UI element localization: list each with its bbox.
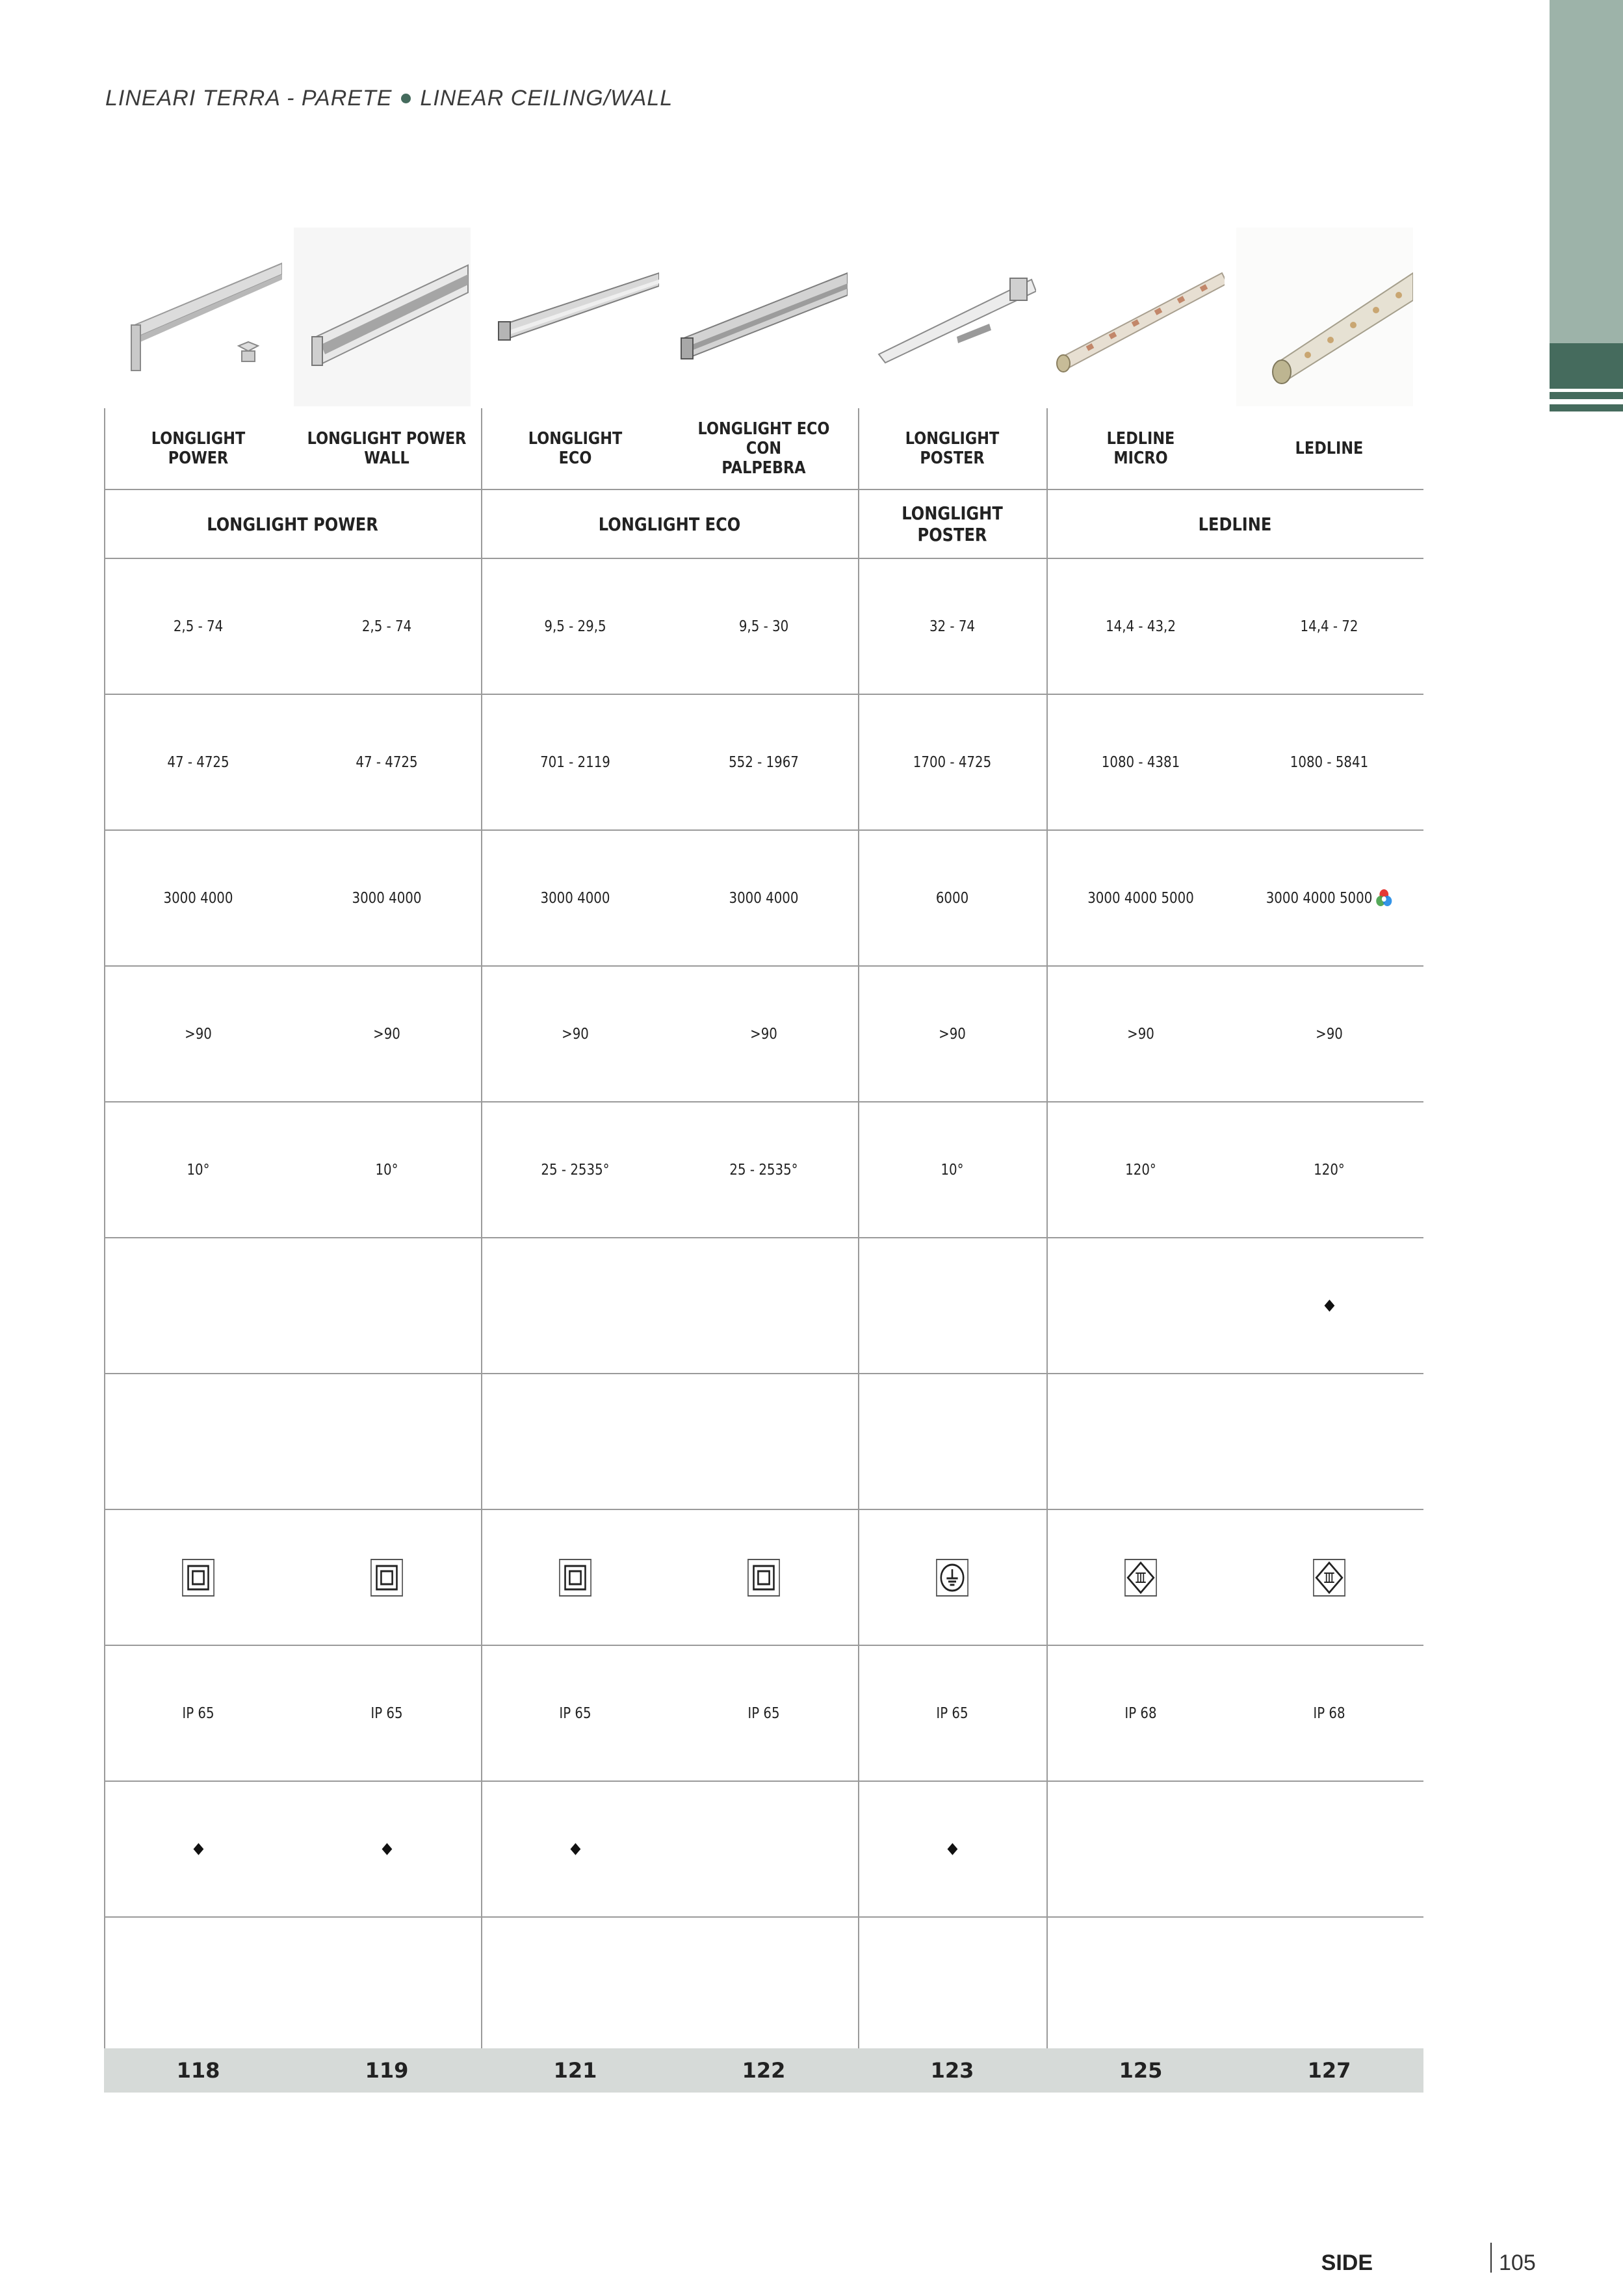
table-cell xyxy=(494,1782,656,1916)
product-image xyxy=(671,228,848,406)
class-iii-diamond-icon xyxy=(1124,1559,1157,1597)
table-cell: 552 - 1967 xyxy=(729,753,799,771)
table-cell xyxy=(1059,1510,1221,1645)
page-link[interactable]: 123 xyxy=(930,2058,974,2083)
table-cell: 25 - 2535° xyxy=(541,1161,610,1179)
linear-eco-luminaire-icon xyxy=(482,228,659,406)
diamond-bullet-icon xyxy=(947,1843,957,1855)
page-link[interactable]: 121 xyxy=(553,2058,597,2083)
table-cell: IP 65 xyxy=(370,1704,403,1722)
footer-divider xyxy=(1490,2243,1492,2273)
product-photo-strip xyxy=(105,228,1423,406)
spec-table xyxy=(104,408,1423,2048)
page-heading xyxy=(105,86,673,111)
beam-row xyxy=(104,1102,1423,1238)
table-cell: 25 - 2535° xyxy=(729,1161,798,1179)
table-cell: 1700 - 4725 xyxy=(913,753,992,771)
table-cell: 3000 4000 xyxy=(540,889,610,907)
table-cell: >90 xyxy=(939,1025,966,1043)
product-name-cell: LEDLINE xyxy=(1295,439,1364,458)
table-cell: IP 68 xyxy=(1124,1704,1157,1722)
table-cell xyxy=(871,1782,1033,1916)
ledline-tube-icon xyxy=(1236,228,1413,406)
linear-poster-luminaire-icon xyxy=(859,228,1036,406)
diamond-bullet-icon xyxy=(570,1843,580,1855)
table-cell: 10° xyxy=(187,1161,210,1179)
lumen-row xyxy=(104,695,1423,831)
earth-ground-icon xyxy=(936,1559,968,1597)
cri-row xyxy=(104,967,1423,1102)
side-stripe xyxy=(1550,392,1623,399)
product-name-cell: LONGLIGHT POWER xyxy=(151,429,246,468)
table-cell: >90 xyxy=(562,1025,589,1043)
insulation-class-row xyxy=(104,1510,1423,1646)
table-cell: 3000 4000 5000 xyxy=(1087,889,1194,907)
product-image xyxy=(105,228,282,406)
family-cell: LONGLIGHT ECO xyxy=(598,513,741,535)
product-image xyxy=(482,228,659,406)
product-image xyxy=(859,228,1036,406)
side-stripe xyxy=(1550,404,1623,411)
table-cell: >90 xyxy=(373,1025,400,1043)
linear-eco-palpebra-icon xyxy=(671,228,848,406)
table-cell: 3000 4000 xyxy=(163,889,233,907)
table-cell: 1080 - 5841 xyxy=(1290,753,1369,771)
class-iii-diamond-icon xyxy=(1313,1559,1345,1597)
table-cell: IP 65 xyxy=(559,1704,591,1722)
table-cell: 3000 4000 xyxy=(729,889,799,907)
brand-name: SIDE xyxy=(1321,2250,1373,2275)
table-cell: 120° xyxy=(1125,1161,1156,1179)
diamond-bullet-icon xyxy=(193,1843,203,1855)
family-cell: LEDLINE xyxy=(1198,513,1272,535)
product-image xyxy=(294,228,471,406)
heading-english: LINEAR CEILING/WALL xyxy=(420,86,673,111)
product-image xyxy=(1236,228,1413,406)
page-number: 105 xyxy=(1499,2250,1536,2275)
linear-luminaire-icon xyxy=(105,228,282,406)
watt-row xyxy=(104,559,1423,695)
table-cell xyxy=(682,1510,844,1645)
bullet-dot-icon xyxy=(401,94,411,103)
ip-row xyxy=(104,1646,1423,1782)
table-cell xyxy=(117,1782,279,1916)
class-ii-double-square-icon xyxy=(370,1559,403,1597)
table-cell: IP 65 xyxy=(182,1704,214,1722)
side-color-bar xyxy=(1550,0,1623,343)
diamond-bullet-icon xyxy=(382,1843,392,1855)
table-cell: >90 xyxy=(185,1025,212,1043)
side-section-tab xyxy=(1550,343,1623,389)
table-cell xyxy=(1248,831,1410,965)
table-cell: 32 - 74 xyxy=(929,618,976,635)
table-cell: >90 xyxy=(1316,1025,1343,1043)
rgb-color-wheel-icon xyxy=(1375,889,1392,908)
table-cell: 10° xyxy=(375,1161,398,1179)
family-cell: LONGLIGHT POWER xyxy=(207,513,378,535)
table-cell xyxy=(305,1782,467,1916)
table-cell xyxy=(1248,1238,1410,1373)
table-cell: 1080 - 4381 xyxy=(1101,753,1180,771)
family-row xyxy=(104,490,1423,559)
page-link[interactable]: 122 xyxy=(742,2058,786,2083)
table-cell: IP 68 xyxy=(1313,1704,1345,1722)
table-cell: 6000 xyxy=(935,889,969,907)
family-cell: LONGLIGHT POSTER xyxy=(902,502,1003,545)
option-row xyxy=(104,1918,1423,2048)
page-link[interactable]: 127 xyxy=(1307,2058,1351,2083)
option-row xyxy=(104,1782,1423,1918)
class-ii-double-square-icon xyxy=(747,1559,780,1597)
page-link[interactable]: 119 xyxy=(365,2058,409,2083)
table-cell xyxy=(871,1510,1033,1645)
table-cell: 120° xyxy=(1314,1161,1345,1179)
table-cell: 14,4 - 72 xyxy=(1300,618,1358,635)
table-cell: 47 - 4725 xyxy=(167,753,229,771)
cct-row xyxy=(104,831,1423,967)
table-cell xyxy=(1248,1510,1410,1645)
cct-value: 3000 4000 5000 xyxy=(1266,889,1373,907)
table-cell: >90 xyxy=(750,1025,777,1043)
page-reference-row xyxy=(104,2048,1423,2093)
diamond-bullet-icon xyxy=(1324,1299,1334,1311)
table-cell: 14,4 - 43,2 xyxy=(1106,618,1176,635)
product-image xyxy=(1048,228,1225,406)
class-ii-double-square-icon xyxy=(559,1559,591,1597)
table-cell: 9,5 - 29,5 xyxy=(544,618,606,635)
product-name-cell: LONGLIGHT POSTER xyxy=(905,429,1000,468)
ledline-micro-tube-icon xyxy=(1048,228,1225,406)
table-cell: 701 - 2119 xyxy=(540,753,610,771)
product-name-cell: LONGLIGHT ECO CON PALPEBRA xyxy=(697,419,830,478)
table-cell: IP 65 xyxy=(747,1704,780,1722)
table-cell: 9,5 - 30 xyxy=(738,618,789,635)
heading-italian: LINEARI TERRA - PARETE xyxy=(105,86,393,111)
linear-wall-luminaire-icon xyxy=(294,228,471,406)
product-name-cell: LONGLIGHT ECO xyxy=(528,429,623,468)
table-cell: IP 65 xyxy=(936,1704,968,1722)
table-cell xyxy=(117,1510,279,1645)
class-ii-double-square-icon xyxy=(182,1559,214,1597)
table-cell: 2,5 - 74 xyxy=(361,618,412,635)
product-name-cell: LEDLINE MICRO xyxy=(1106,429,1175,468)
product-name-row xyxy=(104,408,1423,490)
page-link[interactable]: 118 xyxy=(176,2058,220,2083)
option-row xyxy=(104,1374,1423,1510)
table-cell: >90 xyxy=(1127,1025,1154,1043)
product-name-cell: LONGLIGHT POWER WALL xyxy=(307,429,467,468)
table-cell: 2,5 - 74 xyxy=(173,618,224,635)
table-cell xyxy=(494,1510,656,1645)
table-cell xyxy=(305,1510,467,1645)
table-cell: 3000 4000 xyxy=(352,889,422,907)
table-cell: 10° xyxy=(941,1161,964,1179)
option-row xyxy=(104,1238,1423,1374)
table-cell: 47 - 4725 xyxy=(356,753,418,771)
page-link[interactable]: 125 xyxy=(1119,2058,1163,2083)
